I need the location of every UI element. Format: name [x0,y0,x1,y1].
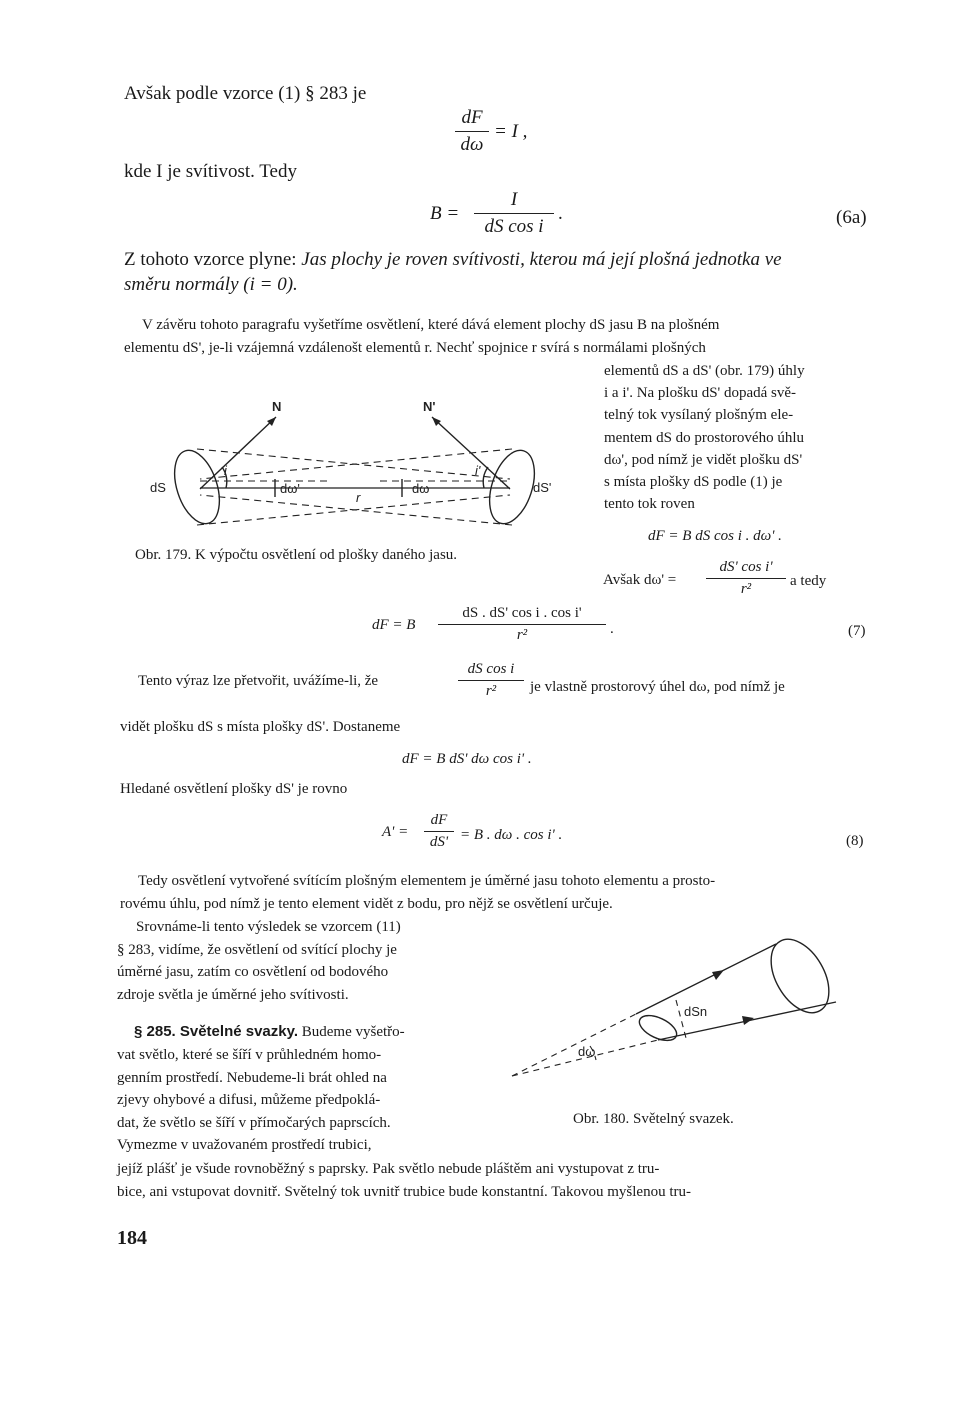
eq-dF-fraction [455,107,489,156]
label-dSn: dSn [684,1004,708,1019]
eq-avsak-lhs: Avšak dω' = [603,572,677,588]
label-N-prime: N' [423,399,436,414]
sec285-line: genním prostředí. Nebudeme-li brát ohled na [117,1069,387,1086]
tento-numerator: dS cos i [467,661,515,677]
conclusion-plain: Z tohoto vzorce plyne: [124,249,297,270]
srovn-line: Srovnáme-li tento výsledek se vzorcem (11) [136,919,401,935]
label-domega: dω [412,481,430,496]
eq6a-lhs: B = [430,203,460,224]
para1-line-1: V závěru tohoto paragrafu vyšetříme osvětlení, které dává element plochy dS jasu B na plošném [142,317,720,333]
srovn-line: § 283, vidíme, že osvětlení od svítící plochy je [117,941,397,958]
ellipse-ds [166,445,228,530]
label-r: r [356,490,361,505]
intro-line: Avšak podle vzorce (1) § 283 je [124,83,367,104]
eq-avsak-denominator: r² [740,581,752,598]
eq6a-numerator: I [510,189,518,210]
final-line-1: jejíž plášť je všude rovnoběžný s paprsky. Pak světlo nebude pláštěm ani vystupovat z tru- [117,1161,660,1177]
fig180-caption: Obr. 180. Světelný svazek. [573,1111,734,1127]
tedy-line-1: Tedy osvětlení vytvořené svítícím plošným elementem je úměrné jasu tohoto elementu a prosto- [138,873,716,889]
eq8-number: (8) [846,833,864,849]
right-column-line: telný tok vysílaný plošným ele- [604,407,794,424]
sec285-first-line [134,1024,405,1040]
eq6a-tail: . [558,203,563,224]
label-fig180-domega: dω [578,1044,596,1059]
eq8-numerator: dF [430,812,448,828]
sec285-line: dat, že světlo se šíří v přímočarých paprscích. [117,1114,391,1131]
sec285-line: zjevy ohybové a difusi, můžeme předpoklá- [117,1092,381,1108]
eq7-denominator: r² [516,627,528,644]
sec285-heading: § 285. Světelné svazky. [134,1023,299,1040]
right-column-line: tento tok roven [604,496,695,513]
tedy-line-2: rovému úhlu, pod nímž je tento element vidět z bodu, pro nějž se osvětlení určuje. [120,896,613,912]
sec285-line: Vymezme v uvažovaném prostředí trubici, [117,1137,372,1153]
eq-avsak-fraction [706,559,786,599]
right-column-line: mentem dS do prostorového úhlu [604,429,804,446]
eq-dF-numerator: dF [461,107,483,128]
eq7-fraction [438,605,606,645]
hledane-line: Hledané osvětlení plošky dS' je rovno [120,781,348,797]
right-column-line: elementů dS a dS' (obr. 179) úhly [604,363,805,379]
srovn-line: úměrné jasu, zatím co osvětlení od bodového [117,964,389,980]
eq7-numerator: dS . dS' cos i . cos i' [462,605,582,621]
figure-179 [140,395,560,535]
eq7-number: (7) [848,623,866,639]
eq6a-number: (6a) [836,207,867,228]
page-number: 184 [117,1227,147,1249]
eq-avsak-tail: a tedy [790,573,827,589]
label-dS-prime: dS' [533,480,552,495]
eq7-tail: . [610,621,614,637]
final-line-2: bice, ani vstupovat dovnitř. Světelný tok uvnitř trubice bude konstantní. Takovou myšlenou tru- [117,1184,691,1200]
eq6a-fraction [474,189,554,238]
fig179-caption: Obr. 179. K výpočtu osvětlení od plošky daného jasu. [135,547,458,563]
sec285-first: Budeme vyšetřo- [301,1024,405,1040]
right-column-line: i a i'. Na plošku dS' dopadá svě- [604,385,797,402]
eq8-denominator: dS' [429,834,449,851]
eq8-rhs: = B . dω . cos i' . [460,827,563,843]
eq-dF-denominator: dω [460,133,484,155]
kde-line: kde I je svítivost. Tedy [124,161,297,182]
para1-line-2: elementu dS', je-li vzájemná vzdálenošt elementů r. Nechť spojnice r svírá s normálami plošných [124,340,706,356]
tento-pre: Tento výraz lze přetvořit, uvážíme-li, že [138,673,379,689]
eq8-lhs: A' = [382,824,409,840]
videt-line: vidět plošku dS s místa plošky dS'. Dostaneme [120,719,401,735]
eq-dF-2: dF = B dS' dω cos i' . [402,751,532,767]
tento-post: je vlastně prostorový úhel dω, pod nímž je [530,679,785,695]
label-dS: dS [150,480,166,495]
eq-dF-1: dF = B dS cos i . dω' . [648,528,782,544]
eq-avsak-numerator: dS' cos i' [719,559,773,575]
conclusion-italic-1: Jas plochy je roven svítivosti, kterou má její plošná jednotka ve [301,249,782,270]
right-column-line: dω', pod nímž je vidět plošku dS' [604,451,803,468]
label-N: N [272,399,282,414]
right-column-line: s místa plošky dS podle (1) je [604,474,783,490]
eq-dF-rhs: = I , [494,121,528,142]
label-i: i [224,463,227,478]
cross-section-ellipse [636,1010,681,1045]
eq7-lhs: dF = B [372,617,416,633]
conclusion-line-1 [124,250,782,269]
label-domega-prime: dω' [280,481,300,496]
srovn-line: zdroje světla je úměrné jeho svítivosti. [117,986,349,1003]
eq8-fraction [424,812,454,852]
label-i-prime: i' [475,463,481,478]
tento-fraction [458,661,524,701]
sec285-line: vat světlo, které se šíří v průhledném homo- [117,1047,382,1063]
eq6a-denominator: dS cos i [484,215,544,237]
tento-denominator: r² [485,683,497,700]
conclusion-italic-2: směru normály (i = 0). [124,274,298,295]
figure-180 [508,938,858,1083]
